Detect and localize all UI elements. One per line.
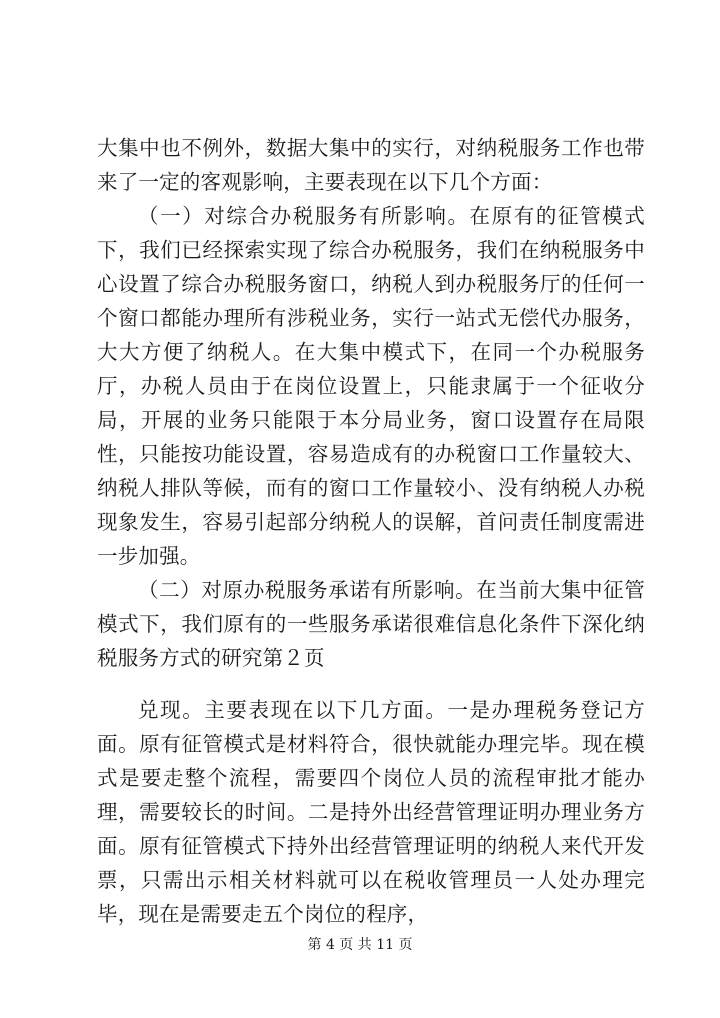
paragraph-continuation: 兑现。主要表现在以下几方面。一是办理税务登记方面。原有征管模式是材料符合，很快就能办理完毕。现在模式是要走整个流程，需要四个岗位人员的流程审批才能办理，需要较长的时间。二是持外出经营管理证明办理业务方面。原有征管模式下持外出经营管理证明的纳税人来代开发票，只需出示相关材料就可以在税收管理员一人处办理完毕，现在是需要走五个岗位的程序， [97, 698, 645, 926]
paragraph-intro: 大集中也不例外，数据大集中的实行，对纳税服务工作也带来了一定的客观影响，主要表现在以下几个方面： [97, 136, 645, 194]
page-number-footer: 第 4 页 共 11 页 [307, 937, 413, 953]
paragraph-section-1: （一）对综合办税服务有所影响。在原有的征管模式下，我们已经探索实现了综合办税服务，我们在纳税服务中心设置了综合办税服务窗口，纳税人到办税服务厅的任何一个窗口都能办理所有涉税业务，实行一站式无偿代办服务，大大方便了纳税人。在大集中模式下，在同一个办税服务厅，办税人员由于在岗位设置上，只能隶属于一个征收分局，开展的业务只能限于本分局业务，窗口设置存在局限性，只能按功能设置，容易造成有的办税窗口工作量较大、纳税人排队等候，而有的窗口工作量较小、没有纳税人办税现象发生，容易引起部分纳税人的误解，首问责任制度需进一步加强。 [97, 204, 645, 568]
paragraph-section-2: （二）对原办税服务承诺有所影响。在当前大集中征管模式下，我们原有的一些服务承诺很难信息化条件下深化纳税服务方式的研究第２页 [97, 578, 645, 670]
document-body [97, 131, 645, 931]
